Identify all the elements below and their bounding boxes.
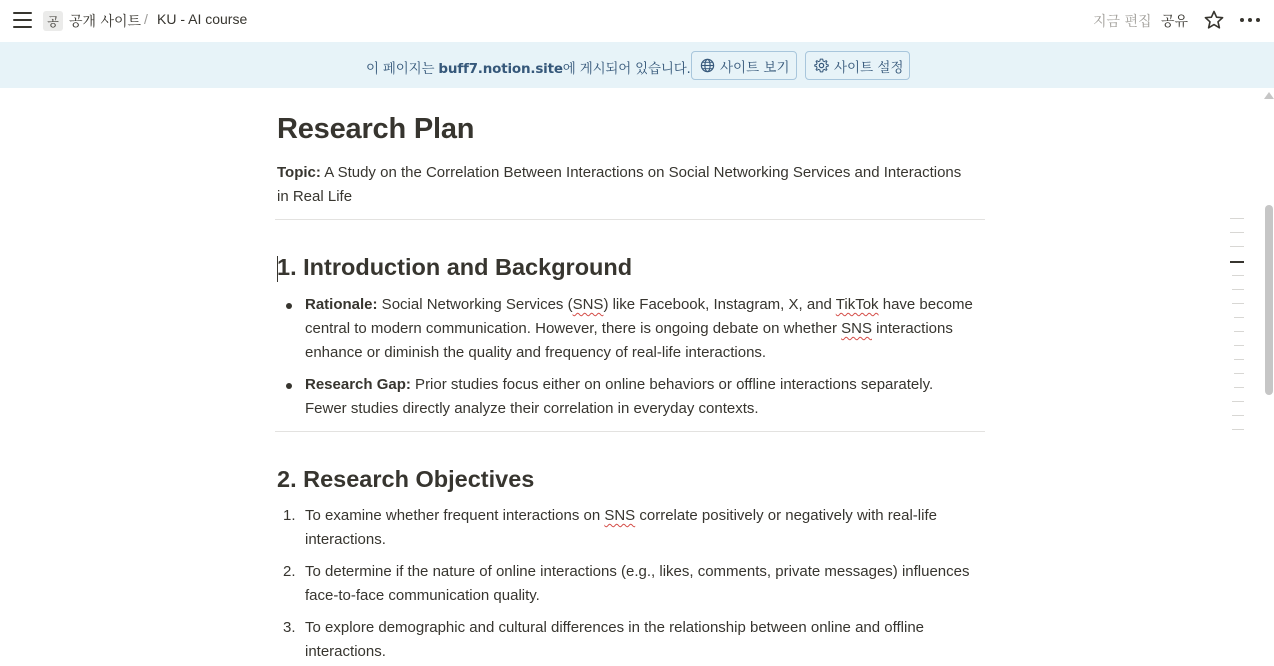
divider: [275, 219, 985, 220]
site-settings-label: 사이트 설정: [834, 59, 904, 76]
bullet-icon: [286, 383, 292, 389]
list-item[interactable]: Rationale: Social Networking Services (SNS) like Facebook, Instagram, X, and TikTok have become central to modern communication. However, there is ongoing debate on whether SNS interactions enhance or diminish the quality and frequency of real-life interactions.: [277, 293, 977, 365]
toc-marker[interactable]: [1234, 317, 1244, 318]
gear-icon: [814, 58, 829, 73]
page-title[interactable]: Research Plan: [277, 113, 475, 145]
toc-marker[interactable]: [1230, 246, 1244, 247]
star-icon[interactable]: [1204, 9, 1224, 31]
bullet-icon: [286, 303, 292, 309]
list-number: 1.: [283, 507, 296, 524]
breadcrumb-page[interactable]: KU - AI course: [157, 11, 248, 27]
breadcrumb-separator: /: [144, 11, 148, 27]
hamburger-icon[interactable]: [13, 12, 32, 28]
published-banner: [0, 42, 1274, 88]
top-bar: [0, 0, 1274, 42]
toc-marker-active[interactable]: [1230, 261, 1244, 263]
globe-icon: [700, 58, 715, 73]
view-site-button[interactable]: [691, 51, 797, 80]
toc-marker[interactable]: [1232, 303, 1244, 304]
toc-marker[interactable]: [1230, 232, 1244, 233]
list-number: 2.: [283, 563, 296, 580]
list-item[interactable]: 2. To determine if the nature of online interactions (e.g., likes, comments, private messages) influences face-to-face communication quality.: [277, 560, 977, 608]
toc-marker[interactable]: [1234, 359, 1244, 360]
toc-marker[interactable]: [1232, 429, 1244, 430]
topic-label: Topic:: [277, 164, 321, 181]
section-heading-objectives[interactable]: 2. Research Objectives: [277, 466, 535, 492]
divider: [275, 431, 985, 432]
toc-marker[interactable]: [1230, 218, 1244, 219]
spellcheck-word: SNS: [604, 507, 636, 524]
workspace-badge[interactable]: 공: [43, 11, 63, 31]
list-item[interactable]: Research Gap: Prior studies focus either on online behaviors or offline interactions separately. Fewer studies directly analyze their correlation in everyday contexts.: [277, 373, 977, 421]
toc-marker[interactable]: [1234, 387, 1244, 388]
topic-paragraph[interactable]: [277, 161, 977, 209]
toc-marker[interactable]: [1234, 331, 1244, 332]
rationale-label: Rationale:: [305, 296, 378, 313]
scroll-up-arrow-icon[interactable]: [1264, 92, 1274, 99]
site-domain: buff7.notion.site: [438, 61, 563, 77]
toc-marker[interactable]: [1232, 289, 1244, 290]
site-settings-button[interactable]: [805, 51, 910, 80]
toc-marker[interactable]: [1232, 415, 1244, 416]
spellcheck-word: SNS: [841, 320, 872, 337]
share-button[interactable]: 공유: [1161, 14, 1189, 30]
spellcheck-word: SNS: [572, 296, 604, 313]
toc-marker[interactable]: [1234, 345, 1244, 346]
breadcrumb-public-site[interactable]: 공개 사이트: [69, 14, 142, 30]
list-item[interactable]: 3. To explore demographic and cultural differences in the relationship between online and offline interactions.: [277, 616, 977, 664]
section-heading-introduction[interactable]: 1. Introduction and Background: [277, 254, 633, 280]
list-item[interactable]: 1. To examine whether frequent interactions on SNS correlate positively or negatively with real-life interactions.: [277, 504, 977, 552]
list-number: 3.: [283, 619, 296, 636]
toc-marker[interactable]: [1234, 373, 1244, 374]
toc-marker[interactable]: [1232, 401, 1244, 402]
edit-now-button[interactable]: 지금 편집: [1093, 14, 1152, 30]
toc-marker[interactable]: [1232, 275, 1244, 276]
scrollbar-thumb[interactable]: [1265, 205, 1273, 395]
topic-text: A Study on the Correlation Between Interactions on Social Networking Services and Interactions in Real Life: [277, 164, 962, 205]
research-gap-label: Research Gap:: [305, 376, 411, 393]
published-notice: 이 페이지는 buff7.notion.site에 게시되어 있습니다.: [366, 61, 691, 77]
spellcheck-word: TikTok: [835, 296, 879, 313]
more-horizontal-icon[interactable]: [1240, 10, 1260, 30]
view-site-label: 사이트 보기: [720, 59, 790, 76]
